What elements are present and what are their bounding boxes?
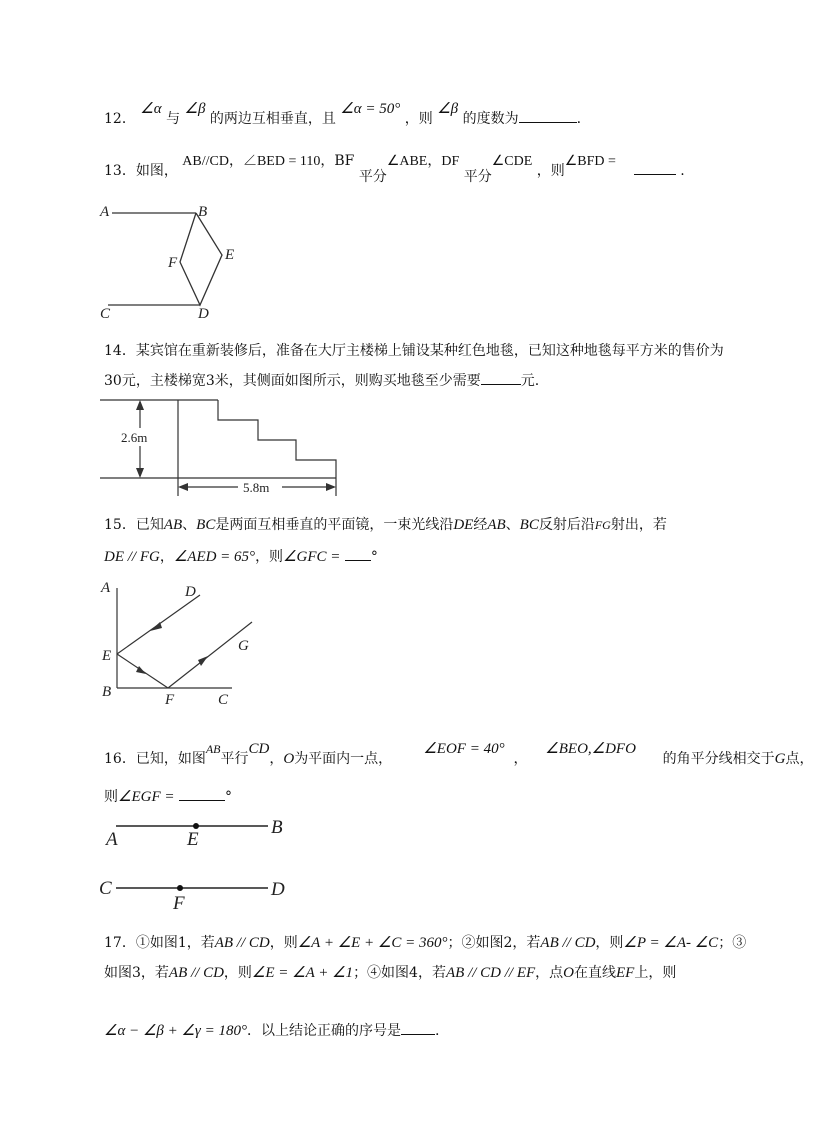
text: ，BF bbox=[320, 153, 355, 169]
text: . bbox=[576, 111, 582, 127]
text: ；②如图2，若 bbox=[447, 935, 541, 951]
label-B: B bbox=[102, 684, 112, 700]
text: ， bbox=[513, 751, 528, 767]
text: ° bbox=[370, 549, 378, 565]
label-A: A bbox=[106, 829, 118, 850]
text: ， bbox=[159, 549, 174, 565]
label-C: C bbox=[218, 692, 229, 708]
math: ∠GFC = bbox=[283, 549, 341, 565]
label-C: C bbox=[100, 306, 111, 322]
math: ∠E = ∠A + ∠1 bbox=[251, 965, 354, 981]
text: 的角平分线相交于 bbox=[662, 751, 775, 767]
math: ∠CDE bbox=[491, 154, 533, 169]
text: . bbox=[434, 1023, 440, 1039]
math: O bbox=[283, 751, 295, 767]
text: 的两边互相垂直，且 bbox=[209, 111, 336, 127]
math: AB // CD bbox=[540, 935, 596, 951]
math: ∠BEO,∠DFO bbox=[545, 741, 636, 757]
text: ，则 bbox=[595, 935, 624, 951]
question-14-line-1 bbox=[104, 340, 724, 360]
math: CD bbox=[248, 741, 270, 757]
figure-14 bbox=[100, 400, 336, 496]
text: 17．①如图1，若 bbox=[104, 935, 215, 951]
text: 经 bbox=[473, 517, 488, 533]
text: ．以上结论正确的序号是 bbox=[246, 1023, 401, 1039]
text: 如图3，若 bbox=[104, 965, 169, 981]
answer-blank[interactable] bbox=[401, 1022, 435, 1035]
q-number: 13．如图， bbox=[104, 163, 178, 179]
label-F: F bbox=[165, 692, 175, 708]
label-F: F bbox=[173, 893, 185, 914]
text: ；③ bbox=[718, 935, 747, 951]
math: ∠AED = 65° bbox=[173, 549, 256, 565]
label-B: B bbox=[271, 817, 283, 838]
text: 、 bbox=[505, 517, 520, 533]
math: AB // CD bbox=[214, 935, 270, 951]
text: . bbox=[680, 163, 685, 179]
question-16-line-1 bbox=[104, 741, 813, 768]
math: AB bbox=[205, 742, 221, 756]
text: 上，则 bbox=[634, 965, 677, 981]
label-F: F bbox=[168, 255, 178, 271]
answer-blank[interactable] bbox=[345, 548, 371, 561]
answer-blank[interactable] bbox=[179, 788, 225, 801]
label-B: B bbox=[198, 204, 208, 220]
width-label: 5.8m bbox=[243, 480, 270, 495]
math: ∠ABE，DF bbox=[386, 154, 460, 169]
math: FG bbox=[594, 518, 611, 532]
question-17-line-1 bbox=[104, 932, 746, 952]
text: ，则 bbox=[269, 935, 298, 951]
math: AB bbox=[487, 517, 506, 533]
text: 15．已知 bbox=[104, 517, 164, 533]
question-15-line-1 bbox=[104, 514, 667, 534]
math: ∠BFD = bbox=[564, 154, 616, 169]
text: 平分 bbox=[463, 169, 492, 185]
label-D: D bbox=[185, 584, 196, 600]
math: O bbox=[563, 965, 574, 981]
q-number: 12． bbox=[104, 111, 136, 127]
text: 则 bbox=[104, 789, 118, 805]
text: 反射后沿 bbox=[538, 517, 595, 533]
math: ∠A + ∠E + ∠C = 360° bbox=[297, 935, 448, 951]
label-A: A bbox=[101, 580, 111, 596]
text: 点， bbox=[785, 751, 813, 767]
math: EF bbox=[616, 965, 635, 981]
figure-13 bbox=[108, 213, 222, 305]
math: AB//CD，∠BED = 110 bbox=[182, 154, 321, 169]
text: ，则 bbox=[404, 111, 433, 127]
math: ∠α = 50° bbox=[340, 101, 401, 117]
text: 的度数为 bbox=[462, 111, 519, 127]
text: 14．某宾馆在重新装修后，准备在大厅主楼梯上铺设某种红色地毯，已知这种地毯每平方米的售价为 bbox=[104, 343, 724, 359]
question-16-line-2 bbox=[104, 786, 232, 806]
label-D: D bbox=[271, 879, 285, 900]
text: 30元，主楼梯宽3米，其侧面如图所示，则购买地毯至少需要 bbox=[104, 373, 481, 389]
math: ∠EOF = 40° bbox=[423, 741, 505, 757]
math: ∠β bbox=[437, 101, 459, 117]
math: DE bbox=[453, 517, 474, 533]
question-17-line-2 bbox=[104, 962, 676, 982]
text: 平行 bbox=[220, 751, 249, 767]
math: ∠α bbox=[140, 101, 162, 117]
text: ° bbox=[224, 789, 232, 805]
text: ， bbox=[269, 751, 284, 767]
question-14-line-2 bbox=[104, 370, 539, 390]
text: ，点 bbox=[535, 965, 564, 981]
text: 是两面互相垂直的平面镜，一束光线沿 bbox=[215, 517, 454, 533]
text: ，则 bbox=[223, 965, 252, 981]
text: ，则 bbox=[255, 549, 284, 565]
math: ∠β bbox=[184, 101, 206, 117]
label-E: E bbox=[102, 648, 112, 664]
math: AB bbox=[163, 517, 183, 533]
question-17-line-3 bbox=[104, 1020, 439, 1040]
math: G bbox=[774, 751, 786, 767]
text: 、 bbox=[182, 517, 197, 533]
label-C: C bbox=[99, 878, 112, 899]
height-label: 2.6m bbox=[121, 430, 148, 445]
label-A: A bbox=[100, 204, 110, 220]
label-E: E bbox=[187, 829, 199, 850]
text: 平分 bbox=[358, 169, 387, 185]
math: ∠P = ∠A- ∠C bbox=[623, 935, 719, 951]
question-15-line-2 bbox=[104, 546, 378, 566]
math: ∠α − ∠β + ∠γ = 180° bbox=[104, 1023, 247, 1039]
math: BC bbox=[519, 517, 539, 533]
math: DE // FG bbox=[104, 549, 160, 565]
math: BC bbox=[196, 517, 216, 533]
text: 16．已知，如图 bbox=[104, 751, 206, 767]
text: 在直线 bbox=[574, 965, 616, 981]
label-G: G bbox=[238, 638, 249, 654]
figure-15 bbox=[117, 588, 252, 688]
point-F bbox=[177, 885, 183, 891]
label-E: E bbox=[225, 247, 235, 263]
math: ∠EGF = bbox=[118, 789, 175, 805]
label-D: D bbox=[198, 306, 209, 322]
math: AB // CD bbox=[168, 965, 224, 981]
text: 射出，若 bbox=[610, 517, 667, 533]
text: 元. bbox=[520, 373, 540, 389]
answer-blank[interactable] bbox=[481, 372, 521, 385]
math: AB // CD // EF bbox=[445, 965, 536, 981]
text: 与 bbox=[166, 111, 181, 127]
text: 为平面内一点， bbox=[294, 751, 393, 767]
text: ；④如图4，若 bbox=[353, 965, 446, 981]
text: ，则 bbox=[536, 163, 565, 179]
